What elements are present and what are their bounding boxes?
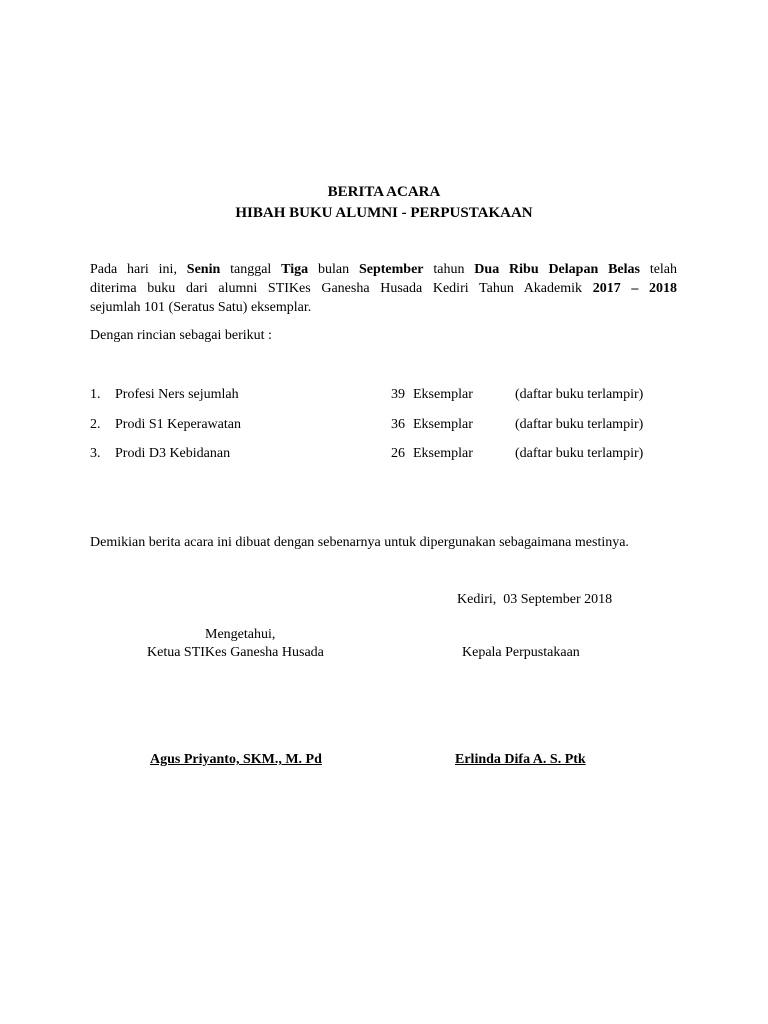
left-signatory-name: Agus Priyanto, SKM., M. Pd — [150, 752, 322, 767]
detail-intro: Dengan rincian sebagai berikut : — [90, 328, 272, 343]
item-name: Prodi D3 Kebidanan — [115, 446, 231, 461]
list-item — [90, 417, 690, 437]
item-number: 1. — [90, 387, 101, 402]
right-signatory-name: Erlinda Difa A. S. Ptk — [455, 752, 586, 767]
intro-day: Senin — [186, 262, 221, 277]
left-sign-heading: Mengetahui, — [205, 627, 276, 642]
place-date: Kediri, 03 September 2018 — [457, 592, 613, 607]
intro-word: telah — [649, 262, 677, 277]
item-name: Profesi Ners sejumlah — [115, 387, 239, 402]
intro-line-3: sejumlah 101 (Seratus Satu) eksemplar. — [90, 300, 312, 315]
document-subtitle: HIBAH BUKU ALUMNI - PERPUSTAKAAN — [235, 205, 533, 221]
intro-word: Pada hari ini, — [90, 262, 177, 277]
item-unit: Eksemplar — [413, 387, 473, 402]
intro-year-word: Dua Ribu Delapan Belas — [474, 262, 640, 277]
right-sign-role: Kepala Perpustakaan — [462, 645, 580, 660]
document-title: BERITA ACARA — [327, 184, 441, 200]
left-sign-role: Ketua STIKes Ganesha Husada — [147, 645, 324, 660]
item-number: 3. — [90, 446, 101, 461]
intro-line-2-text: diterima buku dari alumni STIKes Ganesha Husada Kediri Tahun Akademik — [90, 281, 583, 296]
intro-line-1 — [90, 260, 677, 279]
intro-academic-year: 2017 – 2018 — [592, 281, 677, 296]
intro-word: tahun — [433, 262, 465, 277]
item-note: (daftar buku terlampir) — [515, 417, 644, 432]
list-item — [90, 387, 690, 407]
closing-statement: Demikian berita acara ini dibuat dengan sebenarnya untuk dipergunakan sebagaimana mestinya. — [90, 535, 629, 550]
intro-date-word: Tiga — [281, 262, 309, 277]
item-note: (daftar buku terlampir) — [515, 446, 644, 461]
intro-paragraph — [90, 260, 677, 317]
list-item — [90, 446, 690, 466]
item-name: Prodi S1 Keperawatan — [115, 417, 241, 432]
item-unit: Eksemplar — [413, 446, 473, 461]
item-unit: Eksemplar — [413, 417, 473, 432]
intro-word: bulan — [318, 262, 350, 277]
item-quantity: 36 — [391, 417, 405, 432]
item-number: 2. — [90, 417, 101, 432]
intro-month: September — [358, 262, 424, 277]
item-note: (daftar buku terlampir) — [515, 387, 644, 402]
intro-line-2 — [90, 279, 677, 298]
item-quantity: 26 — [391, 446, 405, 461]
intro-word: tanggal — [230, 262, 272, 277]
item-quantity: 39 — [391, 387, 405, 402]
